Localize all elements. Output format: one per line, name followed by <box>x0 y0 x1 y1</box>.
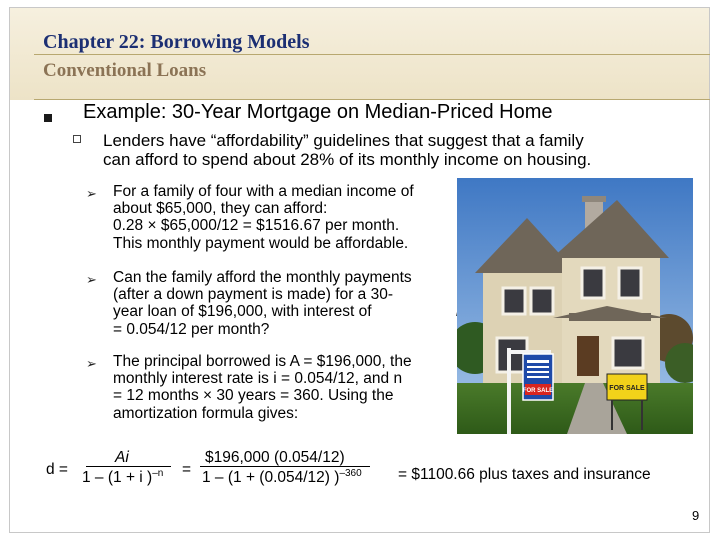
formula-exponent: –n <box>152 468 164 479</box>
point-question <box>113 269 473 338</box>
page-number: 9 <box>692 508 700 523</box>
text-line: = 12 months × 30 years = 360. Using the <box>113 387 394 405</box>
house-illustration <box>457 178 693 434</box>
section-subtitle: Conventional Loans <box>43 60 207 81</box>
formula-denominator-text: 1 – (1 + (0.054/12) ) <box>202 469 340 487</box>
formula-numerator-numeric: $196,000 (0.054/12) <box>205 449 345 466</box>
sale-sign-text: FOR SALE <box>522 388 554 394</box>
formula-result: = $1100.66 plus taxes and insurance <box>398 466 651 483</box>
arrow-bullet-icon: ➢ <box>86 356 97 371</box>
text-line: (after a down payment is made) for a 30- <box>113 286 393 304</box>
header-divider-bottom <box>34 99 710 100</box>
formula-exponent: –360 <box>339 468 362 479</box>
text-line: about $65,000, they can afford: <box>113 200 328 218</box>
text-line: For a family of four with a median income of <box>113 183 414 200</box>
chapter-title: Chapter 22: Borrowing Models <box>43 31 310 53</box>
example-heading: Example: 30-Year Mortgage on Median-Priced Home <box>83 101 553 123</box>
intro-line: Lenders have “affordability” guidelines that suggest that a family <box>103 131 584 150</box>
text-line: = 0.054/12 per month? <box>113 320 270 338</box>
text-line: This monthly payment would be affordable. <box>113 234 409 252</box>
text-line: Can the family afford the monthly payments <box>113 269 412 286</box>
formula-equals: = <box>182 461 192 478</box>
formula-denominator-numeric <box>202 468 362 487</box>
text-line: year loan of $196,000, with interest of <box>113 303 372 321</box>
hollow-square-bullet-icon <box>73 135 81 143</box>
formula-denominator-symbolic <box>82 468 163 487</box>
arrow-bullet-icon: ➢ <box>86 186 97 201</box>
intro-text <box>103 131 703 169</box>
text-line-with-symbol <box>113 303 473 320</box>
header-divider-top <box>34 54 710 55</box>
house-photo <box>457 178 693 434</box>
text-line: monthly interest rate is i = 0.054/12, and n <box>113 370 403 388</box>
square-bullet-icon <box>44 114 52 122</box>
formula-denominator-text: 1 – (1 + i ) <box>82 469 153 487</box>
intro-line: can afford to spend about 28% of its monthly income on housing. <box>103 150 592 169</box>
sale-sign-text: FOR SALE <box>609 385 645 392</box>
text-line: The principal borrowed is A = $196,000, the <box>113 353 412 370</box>
formula-lhs: d = <box>46 461 68 478</box>
arrow-bullet-icon: ➢ <box>86 272 97 287</box>
text-line: 0.28 × $65,000/12 = $1516.67 per month. <box>113 217 400 235</box>
text-line: amortization formula gives: <box>113 404 299 422</box>
point-income <box>113 183 473 252</box>
point-principal <box>113 353 473 422</box>
formula-numerator-symbolic: Ai <box>115 449 129 466</box>
